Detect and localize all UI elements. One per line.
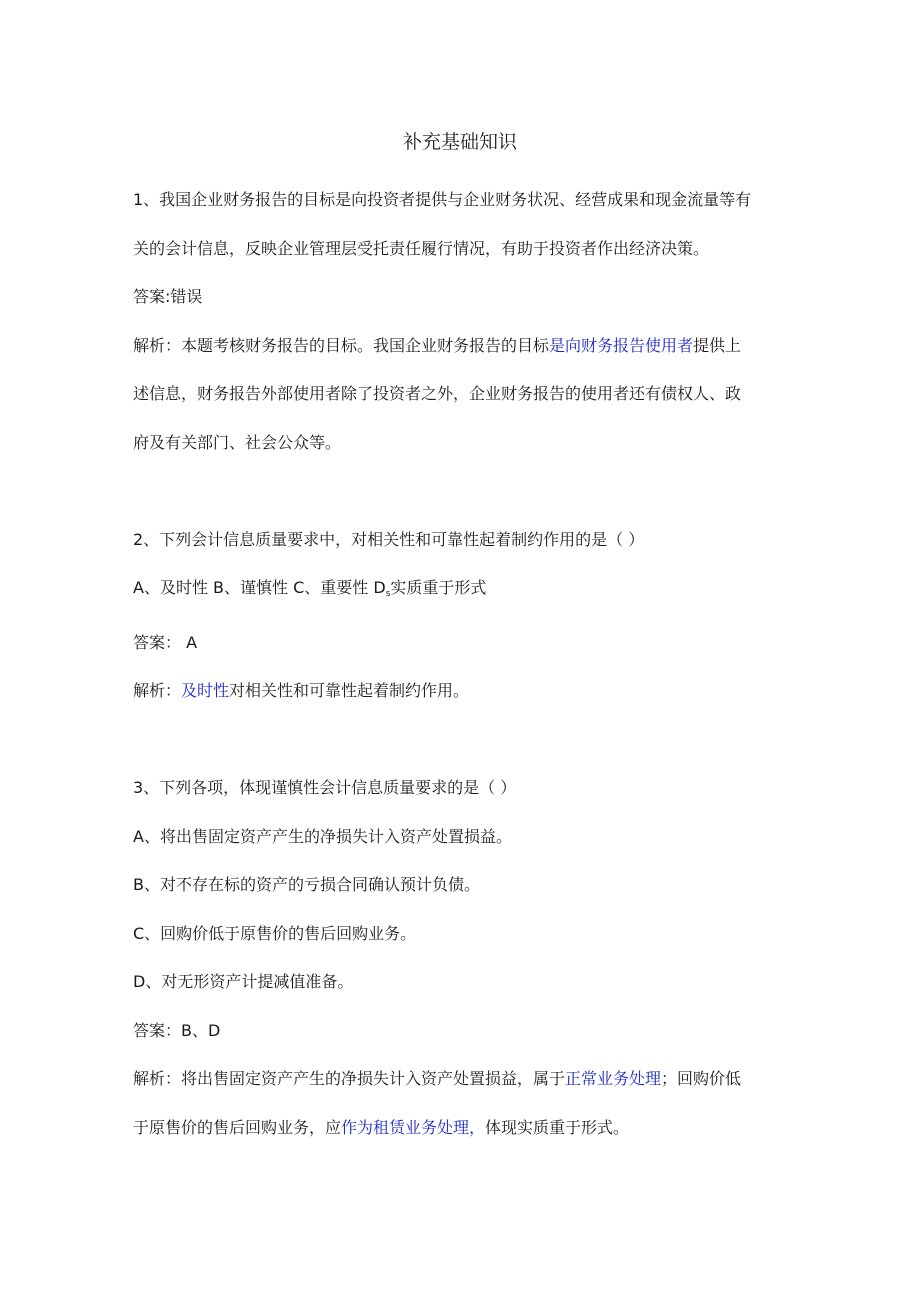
q3-option-d: D、对无形资产计提减值准备。 xyxy=(133,972,354,991)
q2-analysis xyxy=(133,667,793,716)
q1-analysis-line1 xyxy=(133,322,793,371)
q1-analysis-line3: 府及有关部门、社会公众等。 xyxy=(133,432,342,452)
q3-analysis-text-d: 体现实质重于形式。 xyxy=(485,1117,630,1137)
q3-analysis-line2 xyxy=(133,1104,793,1153)
q2-stem: 2、下列会计信息质量要求中，对相关性和可靠性起着制约作用的是（ ） xyxy=(133,529,645,549)
q2-analysis-highlight: 及时性 xyxy=(181,681,230,700)
q2-options-subscript: s xyxy=(385,589,391,599)
q3-analysis-highlight-2: 作为租赁业务处理， xyxy=(341,1117,486,1137)
q3-stem: 3、下列各项，体现谨慎性会计信息质量要求的是（ ） xyxy=(133,778,517,797)
q3-analysis-text-b: ；回购价低 xyxy=(661,1069,742,1088)
q1-answer: 答案:错误 xyxy=(133,287,203,306)
q2-options xyxy=(133,564,793,619)
q3-analysis-text-a: 解析：将出售固定资产产生的净损失计入资产处置损益，属于 xyxy=(133,1069,566,1088)
spacer xyxy=(133,467,793,516)
q1-stem-line1: 1、我国企业财务报告的目标是向投资者提供与企业财务状况、经营成果和现金流量等有 xyxy=(133,190,752,209)
q3-option-a: A、将出售固定资产产生的净损失计入资产处置损益。 xyxy=(133,826,512,846)
q1-analysis-highlight: 是向财务报告使用者 xyxy=(549,335,694,355)
spacer xyxy=(133,716,793,765)
document-body xyxy=(133,176,793,1152)
q1-analysis-text-b: 提供上 xyxy=(693,335,742,355)
q2-options-text-b: 实质重于形式 xyxy=(390,578,487,597)
q1-analysis-text-a: 解析：本题考核财务报告的目标。我国企业财务报告的目标 xyxy=(133,335,550,355)
page-title: 补充基础知识 xyxy=(402,131,517,153)
q3-answer: 答案：B、D xyxy=(133,1020,221,1040)
q3-analysis-highlight-1: 正常业务处理 xyxy=(565,1069,662,1088)
q1-analysis-line2: 述信息，财务报告外部使用者除了投资者之外，企业财务报告的使用者还有债权人、政 xyxy=(133,384,742,403)
q3-analysis-line1 xyxy=(133,1055,793,1104)
q3-analysis-text-c: 于原售价的售后回购业务，应 xyxy=(133,1117,342,1137)
q2-answer: 答案： A xyxy=(133,632,198,652)
q2-options-text-a: A、及时性 B、谨慎性 C、重要性 D xyxy=(133,578,386,597)
q1-stem-line2: 关的会计信息，反映企业管理层受托责任履行情况，有助于投资者作出经济决策。 xyxy=(133,238,710,258)
q2-analysis-text-b: 对相关性和可靠性起着制约作用。 xyxy=(229,681,470,700)
q2-analysis-text-a: 解析： xyxy=(133,681,182,700)
q3-option-c: C、回购价低于原售价的售后回购业务。 xyxy=(133,923,417,943)
q3-option-b: B、对不存在标的资产的亏损合同确认预计负债。 xyxy=(133,875,480,894)
